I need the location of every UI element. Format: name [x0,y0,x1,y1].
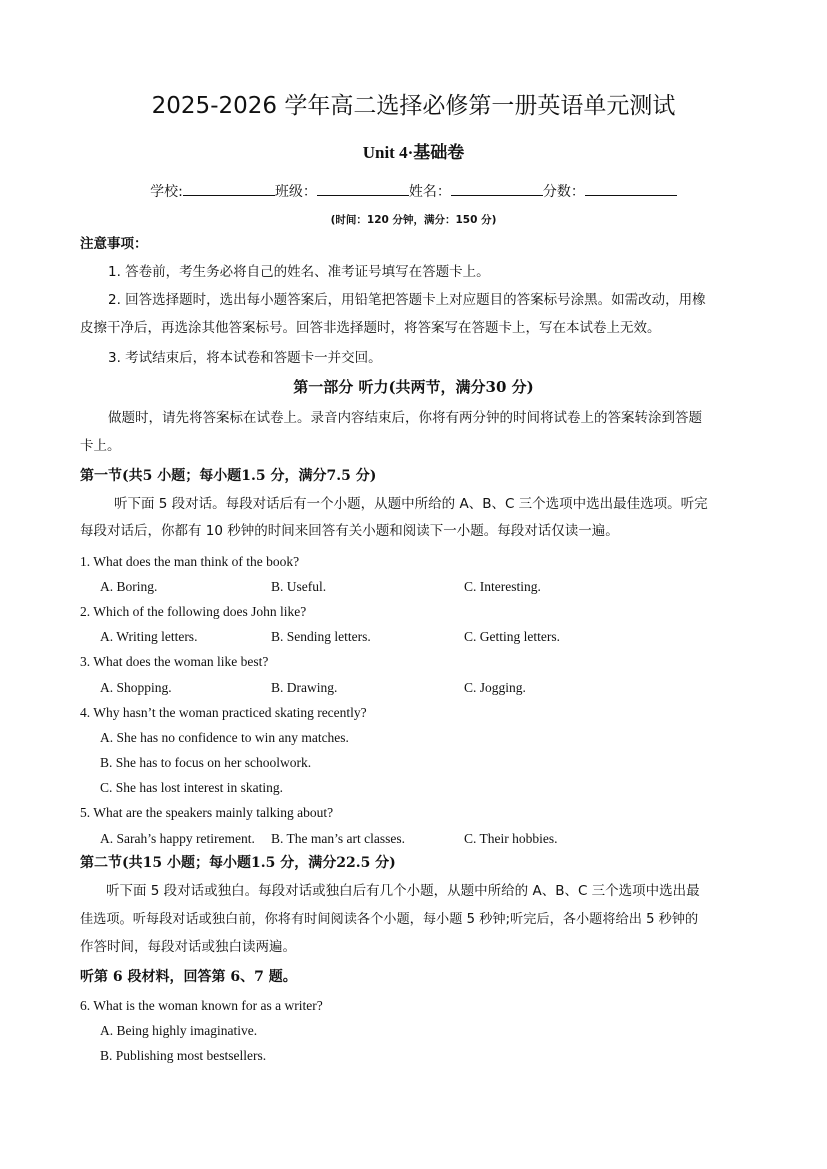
q6-option-a: A. Being highly imaginative. [100,1023,258,1038]
time-note: (时间：120 分钟，满分：150 分) [330,214,497,226]
q2-option-b: B. Sending letters. [271,629,371,644]
section1-intro-2: 每段对话后，你都有 10 秒钟的时间来回答有关小题和阅读下一小题。每段对话仅读一遍。 [80,523,619,539]
q2-option-c: C. Getting letters. [464,629,560,644]
note-3: 3. 考试结束后，将本试卷和答题卡一并交回。 [108,350,382,366]
section1-intro-1: 听下面 5 段对话。每段对话后有一个小题，从题中所给的 A、B、C 三个选项中选出最佳选项。听完 [114,496,708,512]
q2-option-a: A. Writing letters. [100,629,198,644]
question-1: 1. What does the man think of the book? [80,554,300,569]
school-blank [183,183,275,196]
question-6: 6. What is the woman known for as a writer? [80,998,323,1013]
section2-intro-3: 作答时间，每段对话或独白读两遍。 [80,939,296,955]
q3-option-b: B. Drawing. [271,680,338,695]
note-2: 2. 回答选择题时，选出每小题答案后，用铅笔把答题卡上对应题目的答案标号涂黑。如需改动，用橡 [108,292,706,308]
material-6-heading: 听第 6 段材料，回答第 6、7 题。 [80,969,297,985]
class-label: 班级： [274,184,317,200]
q5-option-c: C. Their hobbies. [464,831,558,846]
student-info-fields [0,183,827,199]
q4-option-a: A. She has no confidence to win any matches. [100,730,349,745]
question-2: 2. Which of the following does John like? [80,604,307,619]
q3-option-a: A. Shopping. [100,680,172,695]
school-label: 学校: [150,184,183,200]
note-1: 1. 答卷前，考生务必将自己的姓名、准考证号填写在答题卡上。 [108,264,490,280]
q3-option-c: C. Jogging. [464,680,526,695]
section2-heading: 第二节(共15 小题；每小题1.5 分，满分22.5 分) [80,855,396,871]
q5-option-b: B. The man’s art classes. [271,831,405,846]
q1-option-b: B. Useful. [271,579,327,594]
question-4: 4. Why hasn’t the woman practiced skating recently? [80,705,367,720]
q4-option-c: C. She has lost interest in skating. [100,780,283,795]
name-blank [451,183,543,196]
part1-intro-2: 卡上。 [80,438,121,454]
q4-option-b: B. She has to focus on her schoolwork. [100,755,312,770]
q5-option-a: A. Sarah’s happy retirement. [100,831,255,846]
exam-title: 2025-2026 学年高二选择必修第一册英语单元测试 [151,93,676,119]
q6-option-b: B. Publishing most bestsellers. [100,1048,267,1063]
question-5: 5. What are the speakers mainly talking about? [80,805,334,820]
part1-heading: 第一部分 听力(共两节，满分30 分) [293,378,534,396]
note-2-cont: 皮擦干净后，再选涂其他答案标号。回答非选择题时，将答案写在答题卡上，写在本试卷上无效。 [80,320,661,336]
class-blank [317,183,409,196]
section2-intro-2: 佳选项。听每段对话或独白前，你将有时间阅读各个小题，每小题 5 秒钟;听完后，各小题将给出 5 秒钟的 [80,912,699,927]
exam-subtitle: Unit 4·基础卷 [362,143,465,162]
section1-heading: 第一节(共5 小题；每小题1.5 分，满分7.5 分) [80,468,377,484]
question-3: 3. What does the woman like best? [80,654,269,669]
q1-option-a: A. Boring. [100,579,158,594]
score-blank [585,183,677,196]
score-label: 分数： [542,184,585,200]
part1-intro-1: 做题时，请先将答案标在试卷上。录音内容结束后，你将有两分钟的时间将试卷上的答案转涂到答题 [108,410,702,426]
q1-option-c: C. Interesting. [464,579,541,594]
notes-heading: 注意事项： [80,236,148,252]
section2-intro-1: 听下面 5 段对话或独白。每段对话或独白后有几个小题，从题中所给的 A、B、C 三个选项中选出最 [106,883,700,899]
name-label: 姓名： [408,184,451,200]
